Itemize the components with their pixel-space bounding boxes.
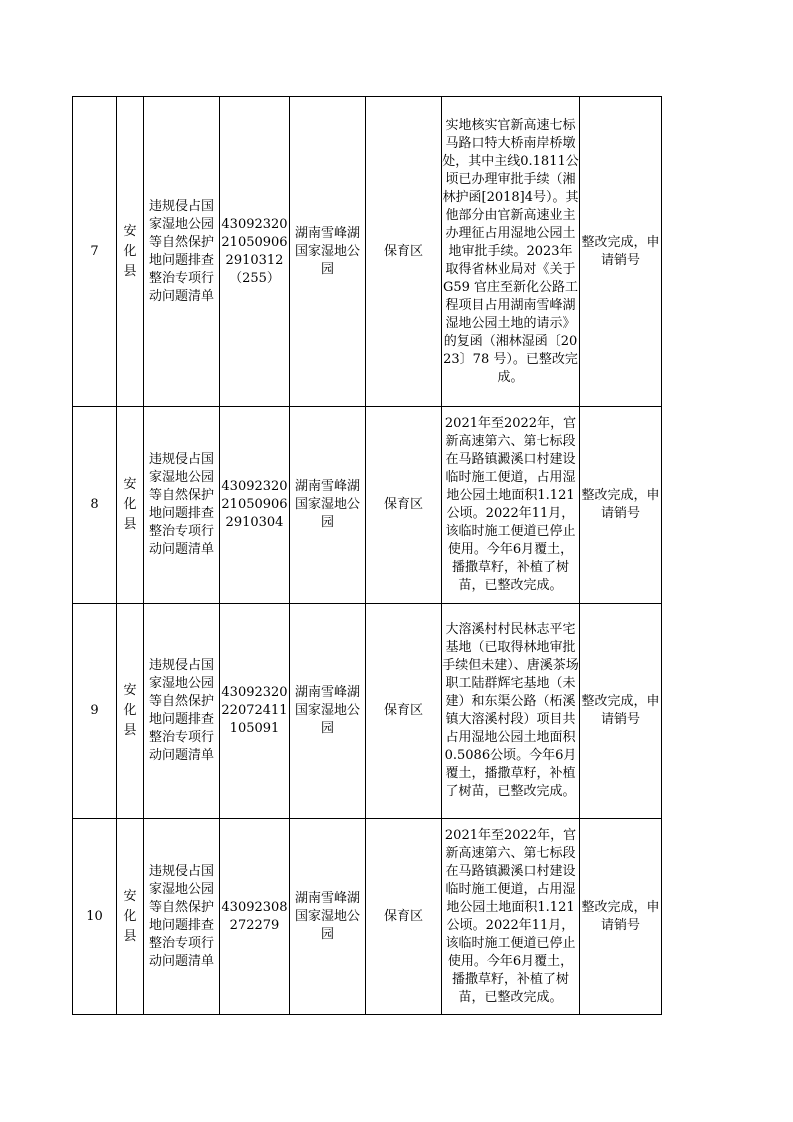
county-cell [117,97,144,407]
description-cell: 实地核实官新高速七标马路口特大桥南岸桥墩处，其中主线0.1811公顷已办理审批手续（湘林护函[2018]4号）。其他部分由官新高速业主办理征占用湿地公园土地审批手续。2023年取得省林业局对《关于 G59 官庄至新化公路工程项目占用湖南雪峰湖湿地公园土地的请示》的复函（湘林湿函〔2023〕78 号）。已整改完成。 [442,97,580,407]
county-text: 安化县 [123,888,137,944]
county-cell [117,819,144,1015]
row-index-cell: 8 [73,407,117,604]
category-cell: 违规侵占国家湿地公园等自然保护地问题排查整治专项行动问题清单 [144,97,220,407]
code-cell: 430923202105090629103‌04 [220,407,290,604]
code-cell: 43092320210509062910312（255） [220,97,290,407]
description-cell: 2021年至2022年，官新高速第六、第七标段在马路镇澱溪口村建设临时施工便道，占用湿地公园土地面积1.121公顷。2022年11月，该临时施工便道已停止使用。今年6月覆土，播撒草籽，补植了树苗，已整改完成。 [442,407,580,604]
zone-cell: 保育区 [366,819,442,1015]
county-text: 安化县 [123,683,137,738]
category-cell: 违规侵占国家湿地公园等自然保护地问题排查整治专项行动问题清单 [144,819,220,1015]
category-cell: 违规侵占国家湿地公园等自然保护地问题排查整治专项行动问题清单 [144,407,220,604]
status-cell: 整改完成，申请销号 [580,604,662,819]
row-index-cell: 9 [73,604,117,819]
county-text: 安化县 [123,223,137,279]
park-cell: 湖南雪峰湖国家湿地公园 [290,97,366,407]
code-cell: 43092320220724111‌05091 [220,604,290,819]
county-text: 安化县 [123,477,137,532]
table-row [73,97,662,407]
row-index-cell: 7 [73,97,117,407]
table-row [73,407,662,604]
issue-table [72,96,662,1015]
code-cell: 43092308272279 [220,819,290,1015]
row-index-cell: 10 [73,819,117,1015]
park-cell: 湖南雪峰湖国家湿地公园 [290,407,366,604]
status-cell: 整改完成，申请销号 [580,407,662,604]
status-cell: 整改完成，申请销号 [580,819,662,1015]
description-cell: 大溶溪村村民林志平宅基地（已取得林地审批手续但未建）、唐溪茶场职工陆群辉宅基地（未建）和东渠公路（柘溪镇大溶溪村段）项目共占用湿地公园土地面积0.5086公顷。今年6月覆土，播撒草籽，补植了树苗，已整改完成。 [442,604,580,819]
park-cell: 湖南雪峰湖国家湿地公园 [290,604,366,819]
table-row [73,604,662,819]
status-cell: 整改完成，申请销号 [580,97,662,407]
county-cell [117,604,144,819]
county-cell [117,407,144,604]
park-cell: 湖南雪峰湖国家湿地公园 [290,819,366,1015]
zone-cell: 保育区 [366,97,442,407]
zone-cell: 保育区 [366,604,442,819]
zone-cell: 保育区 [366,407,442,604]
category-cell: 违规侵占国家湿地公园等自然保护地问题排查整治专项行动问题清单 [144,604,220,819]
table-row [73,819,662,1015]
description-cell: 2021年至2022年，官新高速第六、第七标段在马路镇澱溪口村建设临时施工便道，占用湿地公园土地面积1.121公顷。2022年11月，该临时施工便道已停止使用。今年6月覆土，播撒草籽，补植了树苗，已整改完成。 [442,819,580,1015]
